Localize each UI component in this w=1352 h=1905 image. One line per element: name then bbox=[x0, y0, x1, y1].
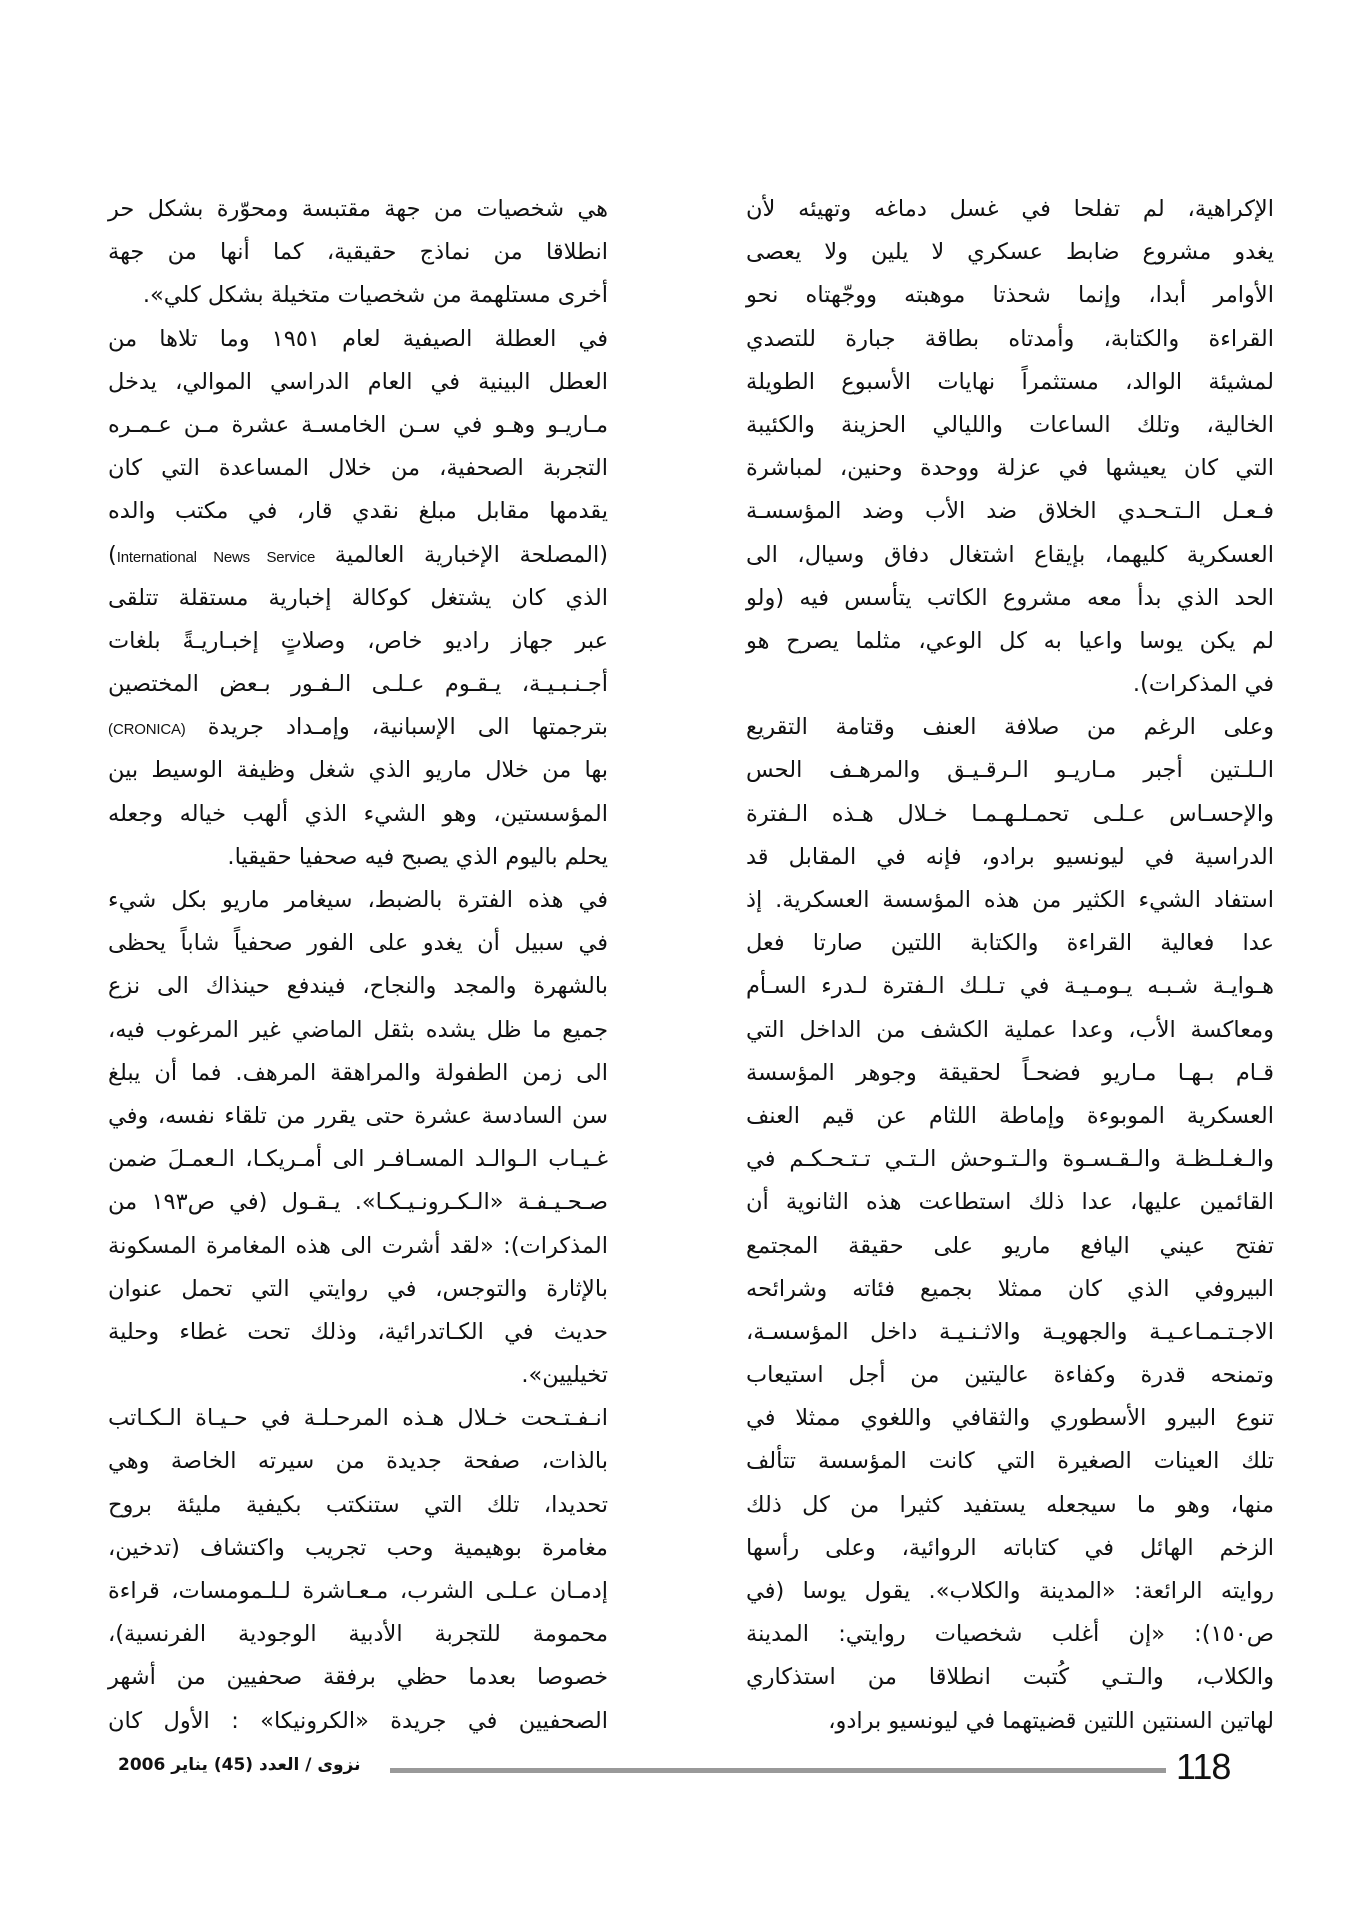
text-line-content: في هذه الفترة بالضبط، سيغامر ماريو بكل شيء bbox=[108, 887, 608, 913]
text-line bbox=[108, 1613, 608, 1656]
text-line bbox=[108, 1052, 608, 1095]
text-line bbox=[108, 231, 608, 274]
text-line bbox=[108, 1181, 608, 1224]
text-line-content: والكلاب، والـتـي كُتبت انطلاقا من استذكاري bbox=[746, 1664, 1274, 1691]
text-line bbox=[108, 361, 608, 404]
text-line-content: بترجمتها الى الإسبانية، وإمـداد جريدة bbox=[207, 714, 608, 741]
text-line-content: يغدو مشروع ضابط عسكري لا يلين ولا يعصى bbox=[746, 239, 1274, 266]
text-line bbox=[746, 965, 1274, 1008]
text-line-content: الذي كان يشتغل كوكالة إخبارية مستقلة تتلقى bbox=[108, 584, 608, 611]
text-line bbox=[746, 1095, 1274, 1138]
text-line bbox=[108, 1484, 608, 1527]
text-line bbox=[746, 447, 1274, 490]
text-line-content: وعلى الرغم من صلافة العنف وقتامة التقريع bbox=[746, 714, 1274, 741]
text-line bbox=[108, 706, 608, 749]
text-line bbox=[108, 1527, 608, 1570]
text-line bbox=[746, 922, 1274, 965]
text-line bbox=[108, 490, 608, 533]
page-footer bbox=[0, 1745, 1352, 1795]
text-line-content: تنوع البيرو الأسطوري والثقافي واللغوي ممثلا في bbox=[746, 1405, 1274, 1432]
text-line-content: منها، وهو ما سيجعله يستفيد كثيرا من كل ذلك bbox=[746, 1491, 1274, 1518]
text-line bbox=[108, 836, 608, 879]
article-column-right bbox=[746, 188, 1274, 1743]
text-line bbox=[746, 1527, 1274, 1570]
text-line-content: استفاد الشيء الكثير من هذه المؤسسة العسكرية. إذ bbox=[746, 887, 1274, 913]
text-line bbox=[746, 749, 1274, 792]
text-line bbox=[746, 490, 1274, 533]
text-line-content: العطل البينية في العام الدراسي الموالي، يدخل bbox=[108, 368, 608, 395]
text-line bbox=[746, 188, 1274, 231]
text-line: (المصلحة الإخبارية العالمية International News Service) bbox=[108, 541, 608, 568]
text-line bbox=[108, 1700, 608, 1743]
text-line bbox=[746, 1268, 1274, 1311]
text-line-content: بالإثارة والتوجس، في روايتي التي تحمل عنوان bbox=[108, 1275, 608, 1302]
text-line-content: ومعاكسة الأب، وعدا عملية الكشف من الداخل التي bbox=[746, 1016, 1274, 1043]
text-line-content: إدمـان عـلـى الشرب، مـعـاشرة لـلـمومسات، قراءة bbox=[108, 1578, 608, 1604]
text-line-content: محمومة للتجربة الأدبية الوجودية الفرنسية)، bbox=[108, 1621, 608, 1648]
text-line-content: الـلـتين أجبر مـاريـو الـرقـيـق والمرهـف الحس bbox=[746, 757, 1274, 784]
inline-latin-term: International News Service bbox=[116, 548, 316, 566]
text-line-content: لهاتين السنتين اللتين قضيتهما في ليونسيو برادو، bbox=[828, 1707, 1274, 1734]
text-line-content: الزخم الهائل في كتاباته الروائية، وعلى رأسها bbox=[746, 1534, 1274, 1561]
text-line-content: الخالية، وتلك الساعات والليالي الحزينة والكئيبة bbox=[746, 411, 1274, 438]
text-line-content: انطلاقا من نماذج حقيقية، كما أنها من جهة bbox=[108, 239, 608, 266]
text-line bbox=[746, 231, 1274, 274]
text-line-content: عبر جهاز راديو خاص، وصلاتٍ إخبـاريـةً بلغات bbox=[108, 627, 608, 654]
text-line-content: في العطلة الصيفية لعام ١٩٥١ وما تلاها من bbox=[108, 325, 608, 352]
article-column-left bbox=[108, 188, 608, 1743]
text-line-content: انـفـتـحت خـلال هـذه المرحـلـة في حـيـاة الـكـاتب bbox=[108, 1405, 608, 1432]
text-line-content: عدا فعالية القراءة والكتابة اللتين صارتا فعل bbox=[746, 930, 1274, 957]
text-line-content: هي شخصيات من جهة مقتبسة ومحوّرة بشكل حر bbox=[108, 196, 608, 222]
text-line bbox=[108, 188, 608, 231]
text-line bbox=[108, 922, 608, 965]
text-line-content: الإكراهية، لم تفلحا في غسل دماغه وتهيئه لأن bbox=[746, 196, 1274, 222]
text-line bbox=[746, 836, 1274, 879]
text-line bbox=[746, 1397, 1274, 1440]
text-line-content: قـام بـهـا مـاريو فضحـاً لحقيقة وجوهر المؤسسة bbox=[746, 1059, 1274, 1086]
text-line-content: وتمنحه قدرة وكفاءة عاليتين من أجل استيعاب bbox=[746, 1362, 1274, 1389]
text-line bbox=[108, 1397, 608, 1440]
text-line-content: حديث في الكـاتدرائية، وذلك تحت غطاء وحلية bbox=[108, 1318, 608, 1345]
text-line bbox=[108, 404, 608, 447]
text-line bbox=[746, 1484, 1274, 1527]
text-line bbox=[746, 620, 1274, 663]
text-line bbox=[108, 1095, 608, 1138]
text-line-content: صـحـيـفـة «الـكـرونـيـكـا». يـقـول (في ص١٩٣ من bbox=[108, 1189, 608, 1216]
text-line-content: تخيليين». bbox=[521, 1362, 608, 1389]
text-line-content: بالشهرة والمجد والنجاح، فيندفع حينذاك الى نزع bbox=[108, 973, 608, 1000]
text-line-content: الى زمن الطفولة والمراهقة المرهف. فما أن يبلغ bbox=[108, 1059, 608, 1086]
text-line bbox=[108, 1311, 608, 1354]
text-line-content: بها من خلال ماريو الذي شغل وظيفة الوسيط بين bbox=[108, 757, 608, 784]
text-line bbox=[746, 1138, 1274, 1181]
text-line bbox=[746, 274, 1274, 317]
text-line bbox=[108, 318, 608, 361]
text-line bbox=[108, 1268, 608, 1311]
text-line-content: البيروفي الذي كان ممثلا بجميع فئاته وشرائحه bbox=[746, 1275, 1274, 1302]
text-line-content: لمشيئة الوالد، مستثمراً نهايات الأسبوع الطويلة bbox=[746, 368, 1274, 395]
text-line-content: مغامرة بوهيمية وحب تجريب واكتشاف (تدخين، bbox=[108, 1534, 608, 1561]
text-line bbox=[746, 1700, 1274, 1743]
text-line bbox=[108, 1009, 608, 1052]
text-line bbox=[746, 577, 1274, 620]
text-line bbox=[108, 879, 608, 922]
text-line bbox=[746, 1570, 1274, 1613]
text-line-content: الدراسية في ليونسيو برادو، فإنه في المقابل قد bbox=[746, 843, 1274, 870]
text-line bbox=[746, 1009, 1274, 1052]
text-line-content: الصحفيين في جريدة «الكرونيكا» : الأول كان bbox=[108, 1707, 608, 1734]
text-line bbox=[108, 1440, 608, 1483]
text-line-content: الحد الذي بدأ معه مشروع الكاتب يتأسس فيه (ولو bbox=[746, 584, 1274, 611]
text-line bbox=[746, 361, 1274, 404]
text-line bbox=[746, 534, 1274, 577]
text-line-content: يقدمها مقابل مبلغ نقدي قار، في مكتب والده bbox=[108, 498, 608, 525]
text-line-content: يحلم باليوم الذي يصبح فيه صحفيا حقيقيا. bbox=[227, 843, 608, 870]
text-line bbox=[746, 663, 1274, 706]
text-line bbox=[108, 577, 608, 620]
text-line-content: سن السادسة عشرة حتى يقرر من تلقاء نفسه، وفي bbox=[108, 1102, 608, 1129]
text-line bbox=[746, 404, 1274, 447]
text-line-content: مـاريـو وهـو في سـن الخامسـة عشرة مـن عـمـره bbox=[108, 411, 608, 438]
issue-info: نزوى / العدد (45) يناير 2006 bbox=[118, 1755, 361, 1775]
text-line bbox=[108, 1656, 608, 1699]
text-line bbox=[108, 663, 608, 706]
text-line-content: أخرى مستلهمة من شخصيات متخيلة بشكل كلي». bbox=[142, 282, 608, 309]
text-line bbox=[108, 1138, 608, 1181]
text-line bbox=[746, 1613, 1274, 1656]
text-line-content: القائمين عليها، عدا ذلك استطاعت هذه الثانوية أن bbox=[746, 1189, 1274, 1216]
text-line-content: (المصلحة الإخبارية العالمية bbox=[334, 541, 608, 568]
text-line-content: روايته الرائعة: «المدينة والكلاب». يقول يوسا (في bbox=[746, 1578, 1274, 1604]
text-line-content: المذكرات): «لقد أشرت الى هذه المغامرة المسكونة bbox=[108, 1232, 608, 1259]
text-line-content: والـغـلـظـة والـقـسـوة والـتـوحش الـتـي تـتـحـكـم في bbox=[746, 1146, 1274, 1173]
text-line-content: تلك العينات الصغيرة التي كانت المؤسسة تتألف bbox=[746, 1448, 1274, 1475]
text-line-content: العسكرية الموبوءة وإماطة اللثام عن قيم العنف bbox=[746, 1102, 1274, 1129]
text-line bbox=[108, 1225, 608, 1268]
text-line-content: الأوامر أبدا، وإنما شحذتا موهبته ووجّهتاه نحو bbox=[746, 282, 1274, 309]
inline-latin-term: (CRONICA) bbox=[108, 721, 186, 739]
text-line-content: تفتح عيني اليافع ماريو على حقيقة المجتمع bbox=[746, 1232, 1274, 1259]
text-line bbox=[746, 1440, 1274, 1483]
text-line bbox=[746, 1052, 1274, 1095]
text-line bbox=[746, 1354, 1274, 1397]
text-line bbox=[108, 793, 608, 836]
text-line-content: جميع ما ظل يشده بثقل الماضي غير المرغوب فيه، bbox=[108, 1016, 608, 1043]
text-line-content: التي كان يعيشها في عزلة ووحدة وحنين، لمباشرة bbox=[746, 455, 1274, 482]
text-line bbox=[108, 1570, 608, 1613]
text-line-content: التجربة الصحفية، من خلال المساعدة التي كان bbox=[108, 455, 608, 482]
text-line bbox=[746, 879, 1274, 922]
text-line bbox=[108, 447, 608, 490]
text-line bbox=[746, 706, 1274, 749]
text-line bbox=[746, 1225, 1274, 1268]
text-line-content: والإحسـاس عـلـى تحمـلـهـمـا خـلال هـذه الـفترة bbox=[746, 800, 1274, 827]
text-line-content: في سبيل أن يغدو على الفور صحفياً شاباً يحظى bbox=[108, 930, 608, 957]
text-line bbox=[108, 749, 608, 792]
page-number: 118 bbox=[1176, 1746, 1231, 1787]
text-line-content: أجـنـبـيـة، يـقـوم عـلـى الـفـور بـعض المختصين bbox=[108, 671, 608, 698]
text-line bbox=[108, 620, 608, 663]
text-line-content: تحديدا، تلك التي ستنكتب بكيفية مليئة بروح bbox=[108, 1491, 608, 1518]
text-line-content: خصوصا بعدما حظي برفقة صحفيين من أشهر bbox=[108, 1664, 608, 1691]
text-line bbox=[108, 1354, 608, 1397]
text-line bbox=[108, 965, 608, 1008]
text-line-content: فـعـل الـتـحـدي الخلاق ضد الأب وضد المؤسسـة bbox=[746, 498, 1274, 525]
text-line-content: ص١٥٠): «إن أغلب شخصيات روايتي: المدينة bbox=[746, 1621, 1274, 1648]
text-line bbox=[746, 318, 1274, 361]
text-line bbox=[746, 793, 1274, 836]
text-line-content: القراءة والكتابة، وأمدتاه بطاقة جبارة للتصدي bbox=[746, 325, 1274, 352]
text-line bbox=[746, 1311, 1274, 1354]
text-line-content: لم يكن يوسا واعيا به كل الوعي، مثلما يصرح هو bbox=[746, 627, 1274, 654]
text-line-content: الاجـتـمـاعـيـة والجهويـة والاثـنـيـة داخل المؤسسـة، bbox=[746, 1318, 1274, 1345]
text-line-content: المؤسستين، وهو الشيء الذي ألهب خياله وجعله bbox=[108, 800, 608, 827]
footer-divider bbox=[390, 1768, 1166, 1773]
text-line bbox=[746, 1181, 1274, 1224]
text-line-content: غـيـاب الـوالـد المسـافـر الى أمـريكـا، الـعمـلَ ضمن bbox=[108, 1146, 608, 1173]
text-line-content: هـوايـة شـبـه يـومـيـة في تـلـك الـفترة لـدرء السـأم bbox=[746, 973, 1274, 1000]
text-line-content: العسكرية كليهما، بإيقاع اشتغال دفاق وسيال، الى bbox=[746, 541, 1274, 568]
text-line bbox=[108, 274, 608, 317]
text-line-content: في المذكرات). bbox=[1132, 671, 1274, 698]
text-line-content: بالذات، صفحة جديدة من سيرته الخاصة وهي bbox=[108, 1448, 608, 1475]
text-line bbox=[746, 1656, 1274, 1699]
